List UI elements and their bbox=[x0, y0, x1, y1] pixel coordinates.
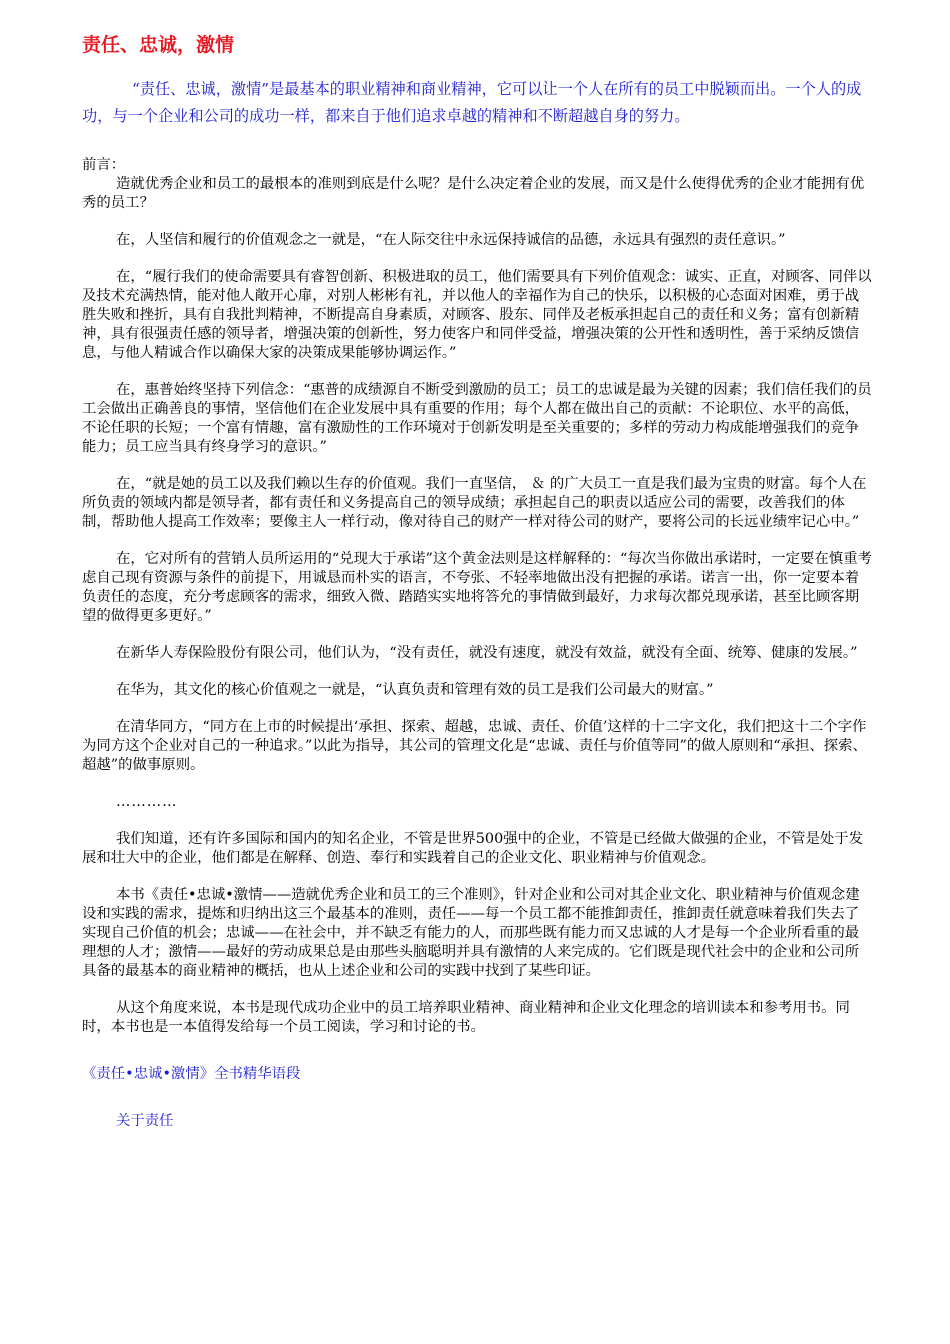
body-paragraph: 在，“履行我们的使命需要具有睿智创新、积极进取的员工，他们需要具有下列价值观念：诚实、正直，对顾客、同伴以及技术充满热情，能对他人敞开心扉，对别人彬彬有礼，并以他人的幸福作为自己的快乐，以积极的心态面对困难，勇于战胜失败和挫折，具有自我批判精神，不断提高自身素质，对顾客、股东、同伴及老板承担起自己的责任和义务；富有创新精神，具有很强责任感的领导者，增强决策的创新性，努力使客户和同伴受益，增强决策的公开性和透明性，善于采纳反馈信息，与他人精诚合作以确保大家的决策成果能够协调运作。” bbox=[82, 269, 872, 361]
subsection-heading: 关于责任 bbox=[116, 1113, 174, 1129]
body-paragraph: 在华为，其文化的核心价值观之一就是，“认真负责和管理有效的员工是我们公司最大的财富。” bbox=[116, 682, 714, 698]
body-paragraph: 在新华人寿保险股份有限公司，他们认为，“没有责任，就没有速度，就没有效益，就没有全面、统筹、健康的发展。” bbox=[116, 645, 858, 661]
document-body bbox=[82, 156, 872, 1131]
document-title: 责任、忠诚，激情 bbox=[82, 34, 235, 56]
intro-paragraph: “责任、忠诚，激情”是最基本的职业精神和商业精神，它可以让一个人在所有的员工中脱颖而出。一个人的成功，与一个企业和公司的成功一样，都来自于他们追求卓越的精神和不断超越自身的努力。 bbox=[82, 80, 862, 125]
body-paragraph: 我们知道，还有许多国际和国内的知名企业，不管是世界500强中的企业，不管是已经做大做强的企业，不管是处于发展和壮大中的企业，他们都是在解释、创造、奉行和实践着自己的企业文化、职业精神与价值观念。 bbox=[82, 831, 864, 866]
body-paragraph: 在，“就是她的员工以及我们赖以生存的价值观。我们一直坚信， ＆ 的广大员工一直是我们最为宝贵的财富。每个人在所负责的领域内都是领导者，都有责任和义务提高自己的领导成绩；承担起自己的职责以适应公司的需要，改善我们的体制，帮助他人提高工作效率；要像主人一样行动，像对待自己的财产一样对待公司的财产，要将公司的长远业绩牢记心中。” bbox=[82, 476, 867, 530]
body-paragraph: 在，它对所有的营销人员所运用的“兑现大于承诺”这个黄金法则是这样解释的：“每次当你做出承诺时，一定要在慎重考虑自己现有资源与条件的前提下，用诚恳而朴实的语言，不夸张、不轻率地做出没有把握的承诺。诺言一出，你一定要本着负责任的态度，充分考虑顾客的需求，细致入微、踏踏实实地将答允的事情做到最好，力求每次都兑现承诺，甚至比顾客期望的做得更多更好。” bbox=[82, 551, 872, 624]
body-paragraph: 从这个角度来说，本书是现代成功企业中的员工培养职业精神、商业精神和企业文化理念的培训读本和参考用书。同时，本书也是一本值得发给每一个员工阅读，学习和讨论的书。 bbox=[82, 1000, 850, 1035]
preface-label: 前言： bbox=[82, 157, 126, 173]
body-paragraph: 在清华同方，“同方在上市的时候提出‘承担、探索、超越，忠诚、责任、价值’这样的十二字文化，我们把这十二个字作为同方这个企业对自己的一种追求。”以此为指导，其公司的管理文化是“忠诚、责任与价值等同”的做人原则和“承担、探索、超越”的做事原则。 bbox=[82, 719, 867, 773]
body-paragraph: 造就优秀企业和员工的最根本的准则到底是什么呢？是什么决定着企业的发展，而又是什么使得优秀的企业才能拥有优秀的员工？ bbox=[82, 176, 865, 211]
ellipsis-separator: ………… bbox=[116, 794, 178, 810]
section-heading: 《责任•忠诚•激情》全书精华语段 bbox=[82, 1066, 301, 1082]
body-paragraph: 在，人坚信和履行的价值观念之一就是，“在人际交往中永远保持诚信的品德，永远具有强烈的责任意识。” bbox=[116, 232, 786, 248]
body-paragraph: 在，惠普始终坚持下列信念：“惠普的成绩源自不断受到激励的员工；员工的忠诚是最为关键的因素；我们信任我们的员工会做出正确善良的事情，坚信他们在企业发展中具有重要的作用；每个人都在做出自己的贡献：不论职位、水平的高低，不论任职的长短；一个富有情趣，富有激励性的工作环境对于创新发明是至关重要的；多样的劳动力构成能增强我们的竞争能力；员工应当具有终身学习的意识。” bbox=[82, 382, 872, 455]
body-paragraph: 本书《责任•忠诚•激情——造就优秀企业和员工的三个准则》，针对企业和公司对其企业文化、职业精神与价值观念建设和实践的需求，提炼和归纳出这三个最基本的准则，责任——每一个员工都不能推卸责任，推卸责任就意味着我们失去了实现自己价值的机会；忠诚——在社会中，并不缺乏有能力的人，而那些既有能力而又忠诚的人才是每一个企业所看重的最理想的人才；激情——最好的劳动成果总是由那些头脑聪明并具有激情的人来完成的。它们既是现代社会中的企业和公司所具备的最基本的商业精神的概括，也从上述企业和公司的实践中找到了某些印证。 bbox=[82, 887, 860, 979]
